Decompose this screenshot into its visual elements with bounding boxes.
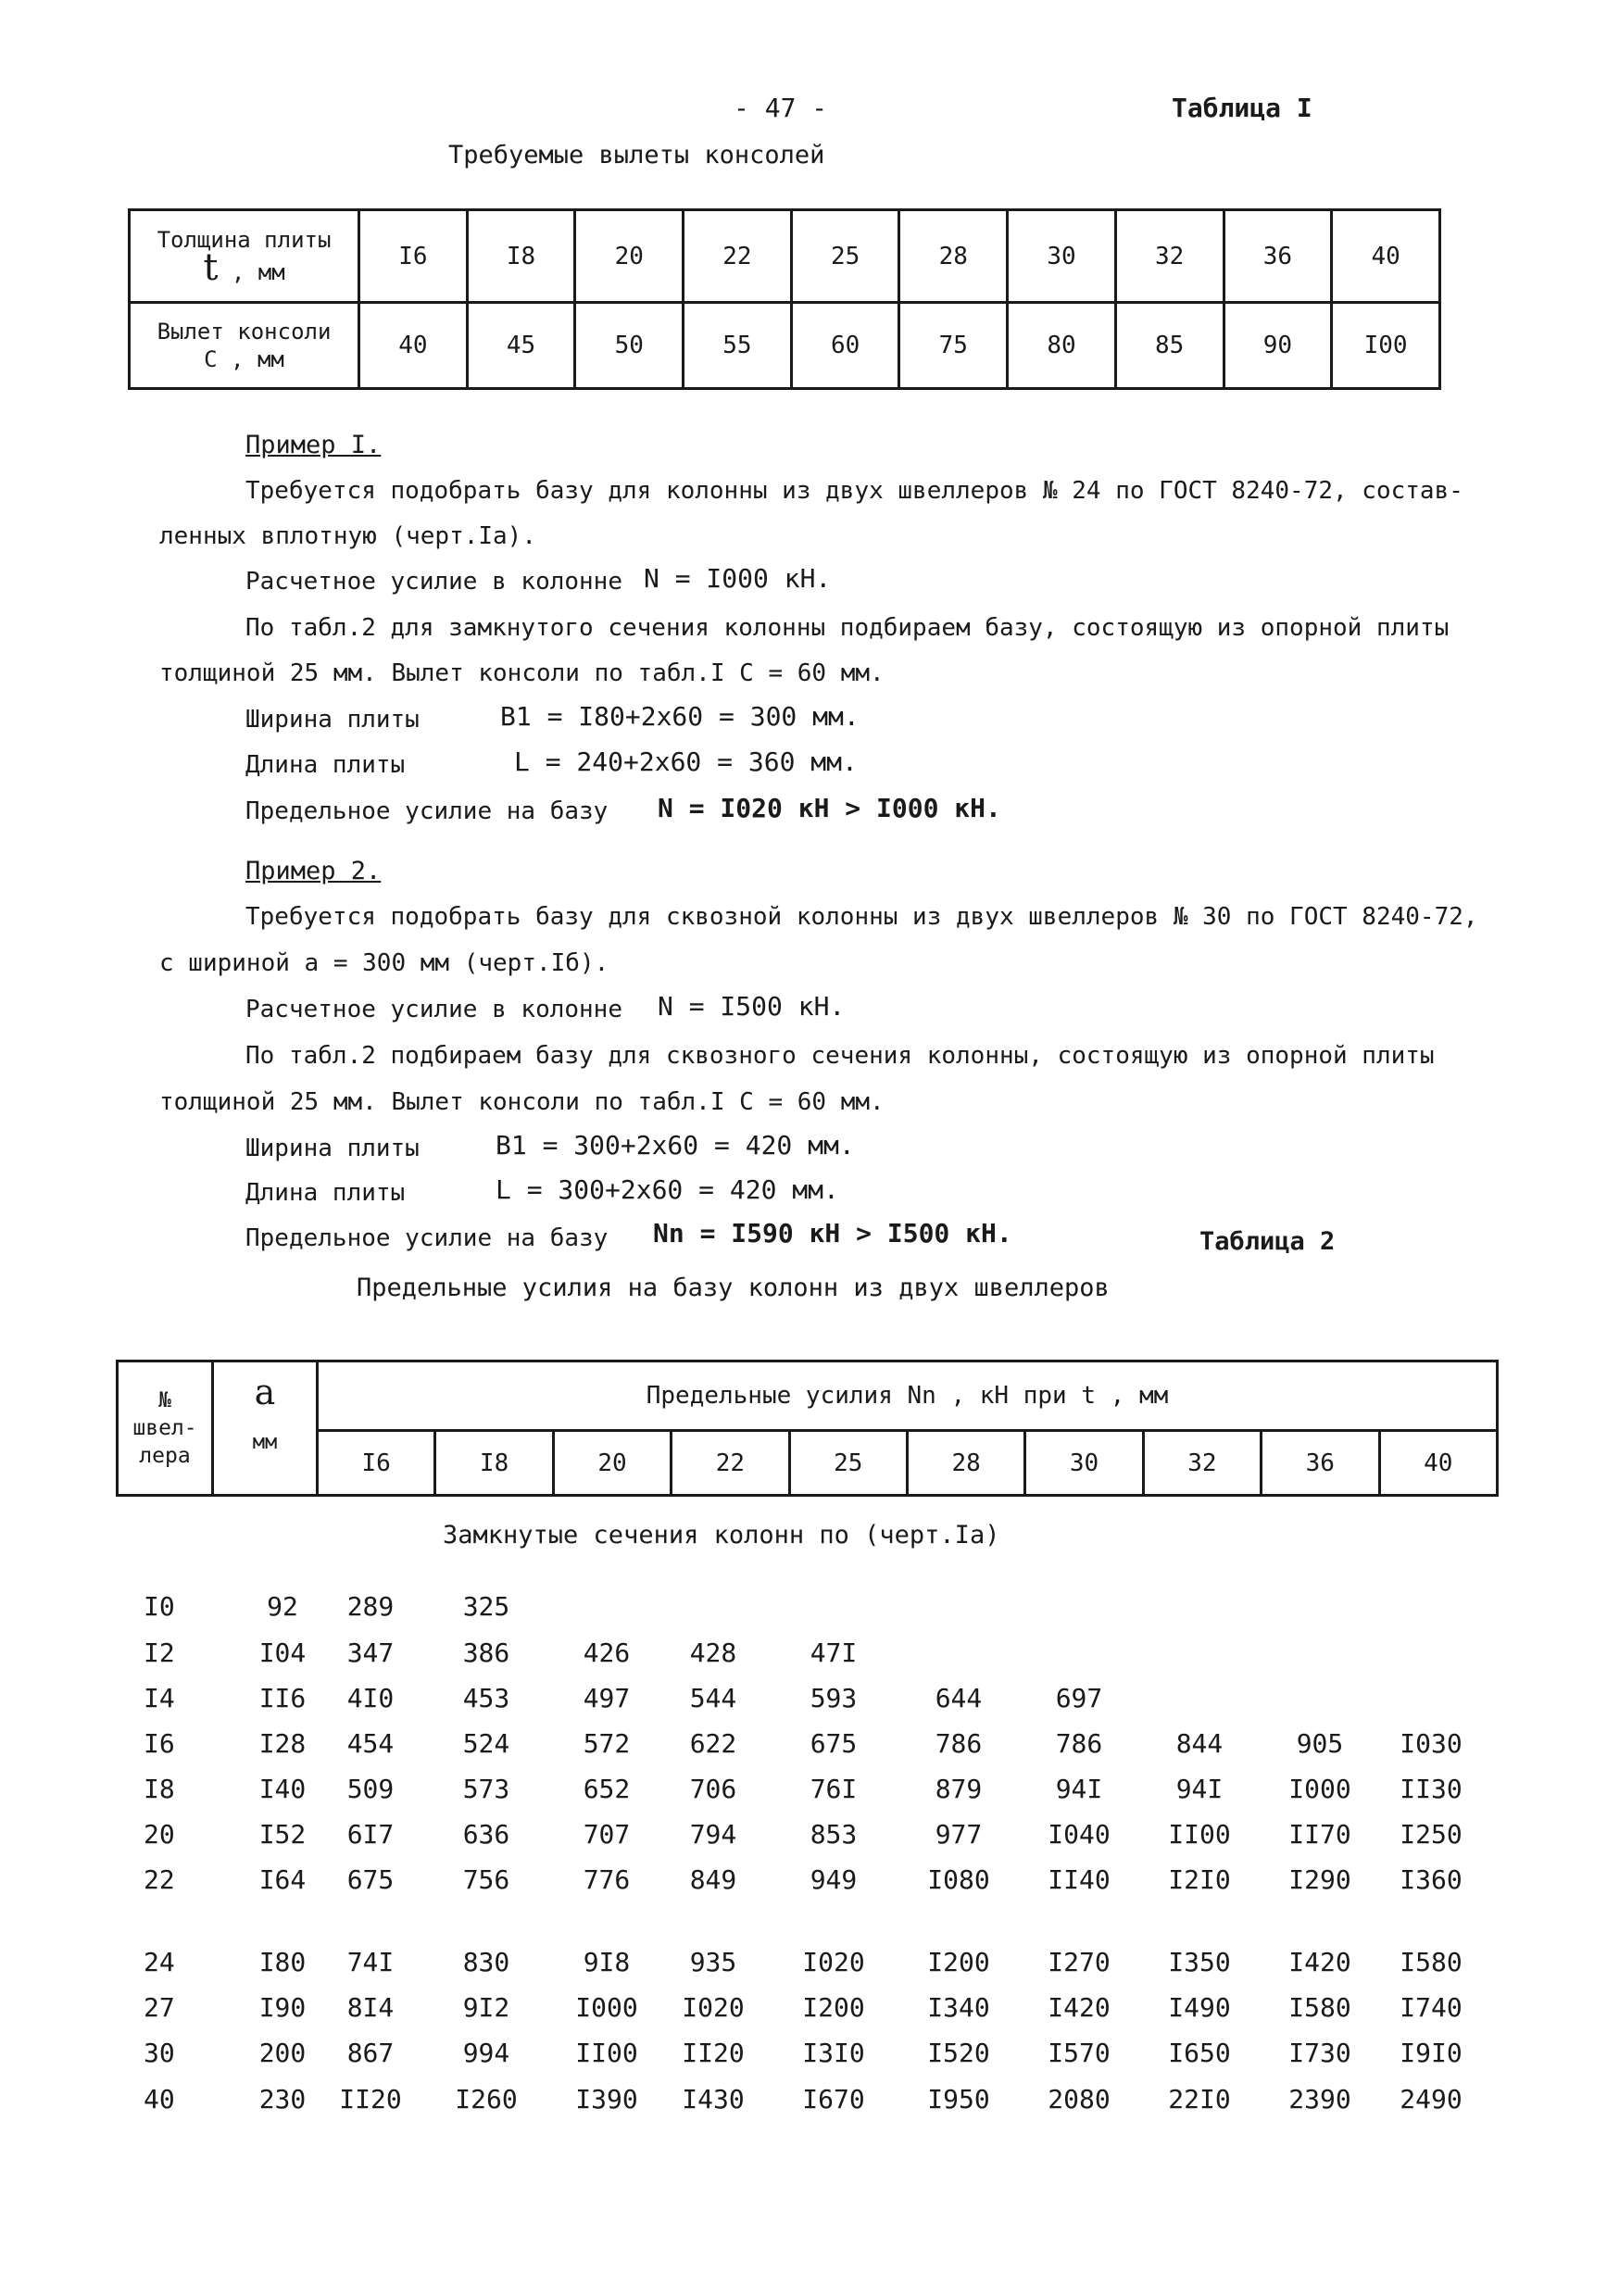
limit-force-value: I350 [1168, 1947, 1231, 1977]
limit-force-value: 544 [689, 1683, 737, 1713]
table-cell: 20 [575, 210, 684, 303]
limit-force-value: I270 [1048, 1947, 1111, 1977]
limit-force-value: 697 [1055, 1683, 1103, 1713]
example2-force-value: N = I500 кН. [658, 991, 846, 1022]
limit-force-value: II30 [1400, 1774, 1463, 1804]
thickness-label: Толщина плиты [157, 227, 332, 254]
overhang-unit: , мм [231, 346, 284, 373]
thickness-label-cell [130, 210, 359, 303]
limit-force-value: II20 [339, 2084, 402, 2114]
limit-force-value: II40 [1048, 1864, 1111, 1895]
limit-force-value: 9I8 [583, 1947, 631, 1977]
limit-force-value: 786 [1055, 1728, 1103, 1759]
example2-limit-label: Предельное усилие на базу [245, 1224, 609, 1252]
limit-force-value: 849 [689, 1864, 737, 1895]
example2-line1: Требуется подобрать базу для сквозной колонны из двух швеллеров № 30 по ГОСТ 8240-72, [245, 903, 1478, 931]
overhang-table [128, 208, 1441, 390]
example2-line4: толщиной 25 мм. Вылет консоли по табл.I C = 60 мм. [159, 1088, 885, 1116]
table-cell: 55 [684, 303, 792, 389]
limit-force-value: II20 [682, 2038, 745, 2068]
limit-force-value: 2390 [1288, 2084, 1351, 2114]
limit-force-span-header: Предельные усилия Nn , кН при t , мм [318, 1361, 1498, 1431]
example1-width-value: B1 = I80+2x60 = 300 мм. [500, 701, 860, 732]
limit-force-value: 94I [1055, 1774, 1103, 1804]
limit-force-value: 867 [346, 2038, 395, 2068]
limit-force-value: I340 [927, 1992, 990, 2023]
overhang-symbol-line [131, 345, 358, 373]
thickness-header: 25 [789, 1431, 907, 1496]
limit-force-value: I9I0 [1400, 2038, 1463, 2068]
limit-force-value: 844 [1175, 1728, 1224, 1759]
table-cell: I8 [467, 210, 575, 303]
limit-force-value: 756 [462, 1864, 510, 1895]
thickness-header: 22 [672, 1431, 789, 1496]
limit-force-value: 453 [462, 1683, 510, 1713]
limit-force-value: 497 [583, 1683, 631, 1713]
table-cell: I6 [359, 210, 468, 303]
table-cell: 40 [359, 303, 468, 389]
example1-line2: ленных вплотную (черт.Iа). [159, 522, 536, 550]
channel-number: I4 [144, 1683, 175, 1713]
example1-width-label: Ширина плиты [245, 706, 420, 734]
table-row [0, 1819, 1607, 1856]
limit-force-value: I200 [802, 1992, 865, 2023]
limit-force-value: I740 [1400, 1992, 1463, 2023]
table-row [0, 1591, 1607, 1628]
example1-heading: Пример I. [245, 431, 382, 459]
limit-force-value: I950 [927, 2084, 990, 2114]
limit-force-value: I390 [575, 2084, 638, 2114]
limit-force-value: 47I [810, 1637, 858, 1668]
limit-force-value: 426 [583, 1637, 631, 1668]
limit-force-value: I020 [682, 1992, 745, 2023]
limit-force-value: I670 [802, 2084, 865, 2114]
limit-force-value: 524 [462, 1728, 510, 1759]
width-a-value: II6 [258, 1683, 307, 1713]
table-row [0, 1683, 1607, 1720]
a-unit: мм [252, 1431, 278, 1454]
limit-force-value: 4I0 [346, 1683, 395, 1713]
channel-number: 20 [144, 1819, 175, 1850]
table-row [0, 1864, 1607, 1901]
thickness-header: 36 [1262, 1431, 1379, 1496]
limit-force-value: 22I0 [1168, 2084, 1231, 2114]
limit-force-value: 830 [462, 1947, 510, 1977]
thickness-unit: , мм [231, 259, 285, 286]
limit-force-value: 707 [583, 1819, 631, 1850]
channel-number: 40 [144, 2084, 175, 2114]
page-number: - 47 - [734, 93, 828, 123]
example1-length-label: Длина плиты [245, 751, 406, 779]
table-row [0, 1637, 1607, 1675]
table-cell: I00 [1332, 303, 1440, 389]
limit-force-value: I420 [1288, 1947, 1351, 1977]
limit-force-value: 325 [462, 1591, 510, 1622]
limit-force-value: 879 [935, 1774, 983, 1804]
limit-force-value: I080 [927, 1864, 990, 1895]
limit-force-value: 786 [935, 1728, 983, 1759]
width-a-value: 200 [258, 2038, 307, 2068]
thickness-header: I8 [435, 1431, 553, 1496]
width-a-value: I52 [258, 1819, 307, 1850]
limit-force-value: 9I2 [462, 1992, 510, 2023]
limit-force-value: 994 [462, 2038, 510, 2068]
limit-force-value: 776 [583, 1864, 631, 1895]
example2-width-label: Ширина плиты [245, 1135, 420, 1162]
table-cell: 45 [467, 303, 575, 389]
limit-force-value: 977 [935, 1819, 983, 1850]
width-a-value: I80 [258, 1947, 307, 1977]
channel-label-2: лера [139, 1444, 191, 1468]
limit-force-value: I000 [575, 1992, 638, 2023]
thickness-header: 28 [907, 1431, 1024, 1496]
width-a-header [213, 1361, 318, 1496]
table-row [0, 2084, 1607, 2121]
table-row [0, 1947, 1607, 1984]
number-sign: № [158, 1388, 171, 1412]
limit-force-value: I260 [455, 2084, 518, 2114]
example1-force-value: N = I000 кН. [644, 563, 832, 594]
limit-force-value: I200 [927, 1947, 990, 1977]
limit-force-value: 622 [689, 1728, 737, 1759]
limit-force-value: II00 [1168, 1819, 1231, 1850]
limit-force-value: 454 [346, 1728, 395, 1759]
limit-force-value: I2I0 [1168, 1864, 1231, 1895]
channel-number: 24 [144, 1947, 175, 1977]
limit-force-value: I290 [1288, 1864, 1351, 1895]
limit-force-value: I420 [1048, 1992, 1111, 2023]
limit-force-value: I3I0 [802, 2038, 865, 2068]
table-cell: 30 [1008, 210, 1116, 303]
overhang-row [130, 303, 1440, 389]
limit-force-value: I360 [1400, 1864, 1463, 1895]
example2-line2: с шириной a = 300 мм (черт.Iб). [159, 949, 609, 977]
thickness-header: 20 [553, 1431, 671, 1496]
limit-force-value: 74I [346, 1947, 395, 1977]
table-cell: 36 [1224, 210, 1332, 303]
overhang-symbol: C [204, 346, 218, 373]
channel-number: I2 [144, 1637, 175, 1668]
width-a-value: 92 [267, 1591, 298, 1622]
limit-force-value: II00 [575, 2038, 638, 2068]
limit-force-value: 675 [346, 1864, 395, 1895]
table-cell: 28 [899, 210, 1008, 303]
limit-force-value: 905 [1296, 1728, 1344, 1759]
table2-title: Предельные усилия на базу колонн из двух швеллеров [357, 1273, 1110, 1302]
channel-number: I0 [144, 1591, 175, 1622]
table-row [0, 1774, 1607, 1811]
limit-force-value: 572 [583, 1728, 631, 1759]
limit-force-value: II70 [1288, 1819, 1351, 1850]
limit-force-value: 853 [810, 1819, 858, 1850]
overhang-label: Вылет консоли [157, 319, 332, 345]
example1-length-value: L = 240+2x60 = 360 мм. [514, 747, 858, 777]
thickness-header: 30 [1025, 1431, 1143, 1496]
limit-force-value: I430 [682, 2084, 745, 2114]
width-a-value: I40 [258, 1774, 307, 1804]
limit-force-value: 8I4 [346, 1992, 395, 2023]
table-row [0, 1728, 1607, 1765]
example2-force-label: Расчетное усилие в колонне [245, 996, 622, 1023]
width-a-value: I04 [258, 1637, 307, 1668]
table-cell: 25 [791, 210, 899, 303]
width-a-value: I64 [258, 1864, 307, 1895]
channel-label-1: швел- [132, 1416, 197, 1440]
width-a-value: I90 [258, 1992, 307, 2023]
table-cell: 32 [1115, 210, 1224, 303]
table-cell: 75 [899, 303, 1008, 389]
example1-line4: толщиной 25 мм. Вылет консоли по табл.I C = 60 мм. [159, 659, 885, 687]
limit-force-value: 644 [935, 1683, 983, 1713]
example1-limit-label: Предельное усилие на базу [245, 797, 609, 825]
table-cell: 40 [1332, 210, 1440, 303]
example2-length-value: L = 300+2x60 = 420 мм. [496, 1174, 839, 1205]
limit-force-value: 675 [810, 1728, 858, 1759]
overhang-label-cell [130, 303, 359, 389]
limit-force-value: I580 [1288, 1992, 1351, 2023]
thickness-header: 32 [1143, 1431, 1261, 1496]
limit-force-value: I730 [1288, 2038, 1351, 2068]
channel-number-header [118, 1361, 213, 1496]
table-cell: 60 [791, 303, 899, 389]
limit-force-value: 706 [689, 1774, 737, 1804]
limit-force-value: 794 [689, 1819, 737, 1850]
limit-force-value: 347 [346, 1637, 395, 1668]
table-cell: 90 [1224, 303, 1332, 389]
example2-line3: По табл.2 подбираем базу для сквозного сечения колонны, состоящую из опорной плиты [245, 1042, 1435, 1070]
limit-force-value: I030 [1400, 1728, 1463, 1759]
limit-force-value: 636 [462, 1819, 510, 1850]
table-label: Таблица I [1172, 93, 1312, 123]
limit-force-value: 94I [1175, 1774, 1224, 1804]
table-row [0, 1992, 1607, 2029]
limit-force-value: 2490 [1400, 2084, 1463, 2114]
thickness-header: I6 [318, 1431, 435, 1496]
limit-force-value: 509 [346, 1774, 395, 1804]
limit-force-value: I000 [1288, 1774, 1351, 1804]
limit-force-table-header [116, 1360, 1499, 1497]
limit-force-value: I040 [1048, 1819, 1111, 1850]
thickness-symbol-line [131, 246, 358, 290]
limit-force-value: I490 [1168, 1992, 1231, 2023]
width-a-value: 230 [258, 2084, 307, 2114]
example1-force-label: Расчетное усилие в колонне [245, 568, 622, 596]
limit-force-value: I250 [1400, 1819, 1463, 1850]
limit-force-value: 386 [462, 1637, 510, 1668]
limit-force-value: 652 [583, 1774, 631, 1804]
example2-limit-value: Nn = I590 кН > I500 кН. [653, 1218, 1012, 1248]
thickness-header: 40 [1379, 1431, 1497, 1496]
example1-line3: По табл.2 для замкнутого сечения колонны подбираем базу, состоящую из опорной плиты [245, 614, 1450, 642]
a-symbol: a [254, 1372, 276, 1412]
thickness-row [130, 210, 1440, 303]
limit-force-value: 6I7 [346, 1819, 395, 1850]
channel-number: 22 [144, 1864, 175, 1895]
limit-force-value: 949 [810, 1864, 858, 1895]
table-cell: 85 [1115, 303, 1224, 389]
channel-number: I6 [144, 1728, 175, 1759]
limit-force-value: 76I [810, 1774, 858, 1804]
channel-number: 30 [144, 2038, 175, 2068]
limit-force-value: I520 [927, 2038, 990, 2068]
thickness-symbol: t [203, 246, 219, 290]
header-row-1 [118, 1361, 1498, 1431]
table-cell: 80 [1008, 303, 1116, 389]
limit-force-value: 935 [689, 1947, 737, 1977]
limit-force-value: I020 [802, 1947, 865, 1977]
table2-label: Таблица 2 [1199, 1227, 1336, 1256]
width-a-value: I28 [258, 1728, 307, 1759]
header-row-2 [118, 1431, 1498, 1496]
limit-force-value: I580 [1400, 1947, 1463, 1977]
limit-force-value: 428 [689, 1637, 737, 1668]
example1-line1: Требуется подобрать базу для колонны из двух швеллеров № 24 по ГОСТ 8240-72, состав- [245, 477, 1463, 505]
example1-limit-value: N = I020 кН > I000 кН. [658, 793, 1001, 823]
limit-force-value: 573 [462, 1774, 510, 1804]
limit-force-value: 593 [810, 1683, 858, 1713]
limit-force-value: 2080 [1048, 2084, 1111, 2114]
example2-heading: Пример 2. [245, 857, 382, 885]
limit-force-value: I570 [1048, 2038, 1111, 2068]
section-title: Замкнутые сечения колонн по (черт.Iа) [443, 1521, 1000, 1549]
table-cell: 22 [684, 210, 792, 303]
example2-width-value: B1 = 300+2x60 = 420 мм. [496, 1130, 855, 1161]
channel-number: I8 [144, 1774, 175, 1804]
table-row [0, 2038, 1607, 2075]
table1-title: Требуемые вылеты консолей [448, 141, 825, 169]
example2-length-label: Длина плиты [245, 1179, 406, 1207]
channel-number: 27 [144, 1992, 175, 2023]
limit-force-value: I650 [1168, 2038, 1231, 2068]
limit-force-value: 289 [346, 1591, 395, 1622]
table-cell: 50 [575, 303, 684, 389]
